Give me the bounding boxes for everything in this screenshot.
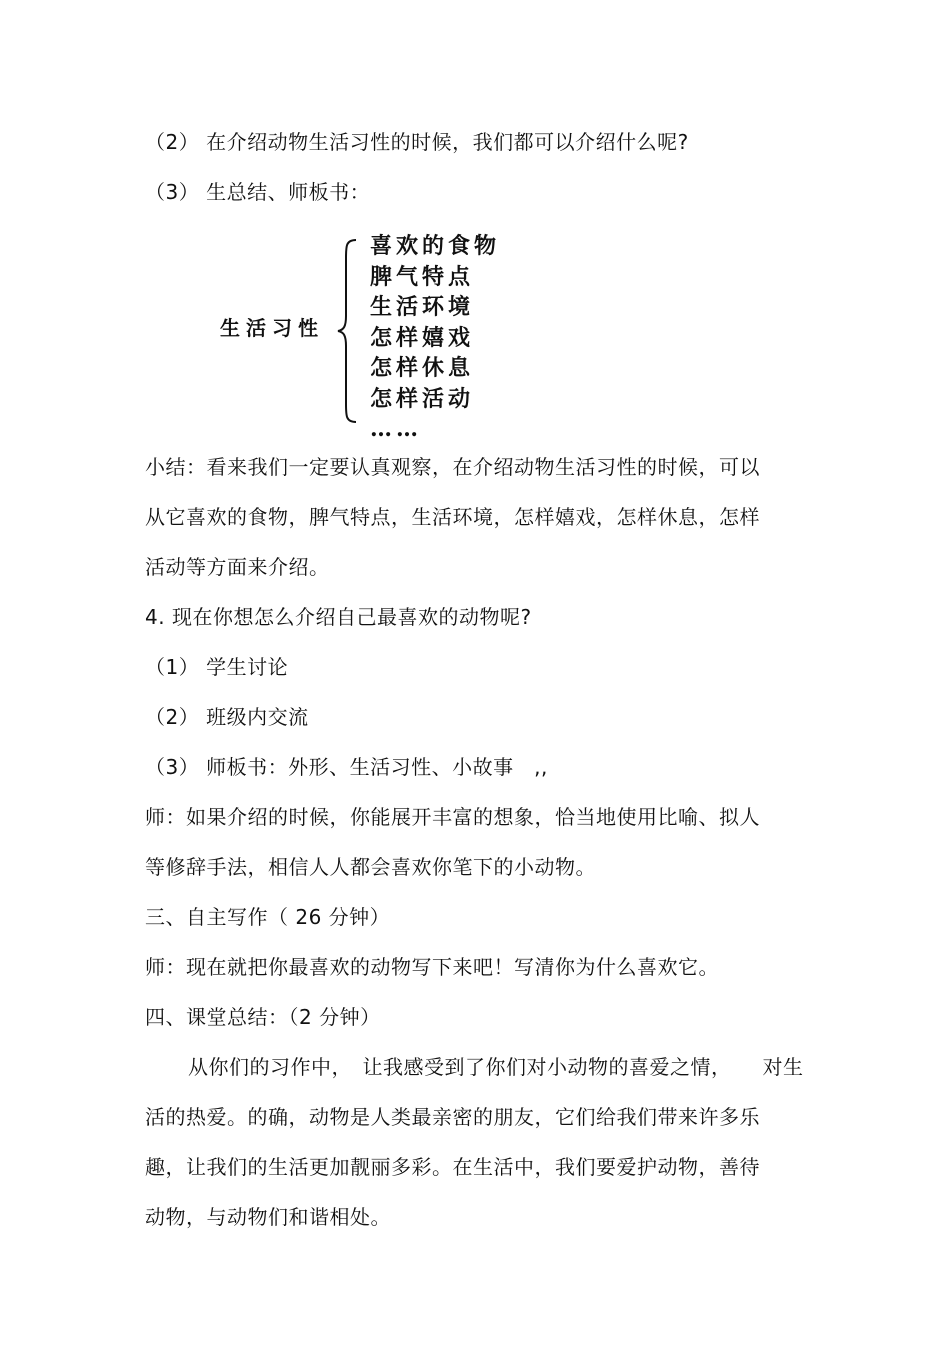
diagram-item-list: [370, 231, 500, 445]
text-line: 师：现在就把你最喜欢的动物写下来吧！写清你为什么喜欢它。: [145, 955, 719, 979]
text-line: 4. 现在你想怎么介绍自己最喜欢的动物呢?: [145, 605, 532, 629]
text-line: （2） 在介绍动物生活习性的时候，我们都可以介绍什么呢?: [145, 130, 689, 154]
text-line: 活动等方面来介绍。: [145, 555, 330, 579]
text-line: 从它喜欢的食物，脾气特点，生活环境，怎样嬉戏，怎样休息，怎样: [145, 505, 760, 529]
diagram-item: 怎样活动: [370, 385, 475, 412]
curly-brace-icon: [336, 238, 360, 424]
diagram-item: 喜欢的食物: [370, 233, 501, 259]
text-line: （3） 师板书：外形、生活习性、小故事 ,,: [145, 755, 548, 779]
diagram-item: 怎样休息: [370, 355, 475, 381]
diagram-item: 怎样嬉戏: [370, 324, 475, 351]
text-line: 活的热爱。的确，动物是人类最亲密的朋友，它们给我们带来许多乐: [145, 1105, 760, 1129]
section-heading: 四、课堂总结：（2 分钟）: [145, 1005, 381, 1029]
diagram-item: ……: [370, 416, 422, 442]
text-line: 从你们的习作中， 让我感受到了你们对小动物的喜爱之情， 对生: [188, 1055, 804, 1079]
text-line: （2） 班级内交流: [145, 705, 309, 729]
diagram-item: 脾气特点: [370, 263, 475, 290]
text-line: （1） 学生讨论: [145, 655, 289, 679]
text-line: 等修辞手法，相信人人都会喜欢你笔下的小动物。: [145, 855, 596, 879]
text-line: 小结：看来我们一定要认真观察，在介绍动物生活习性的时候，可以: [145, 455, 760, 479]
text-line: 动物，与动物们和谐相处。: [145, 1205, 391, 1229]
section-heading: 三、自主写作（ 26 分钟）: [145, 905, 391, 929]
text-line: （3） 生总结、师板书：: [145, 180, 371, 204]
text-line: 趣，让我们的生活更加靓丽多彩。在生活中，我们要爱护动物，善待: [145, 1155, 760, 1179]
text-line: 师：如果介绍的时候，你能展开丰富的想象，恰当地使用比喻、拟人: [145, 805, 760, 829]
diagram-label: 生活习性: [220, 316, 324, 340]
diagram-item: 生活环境: [370, 294, 475, 320]
